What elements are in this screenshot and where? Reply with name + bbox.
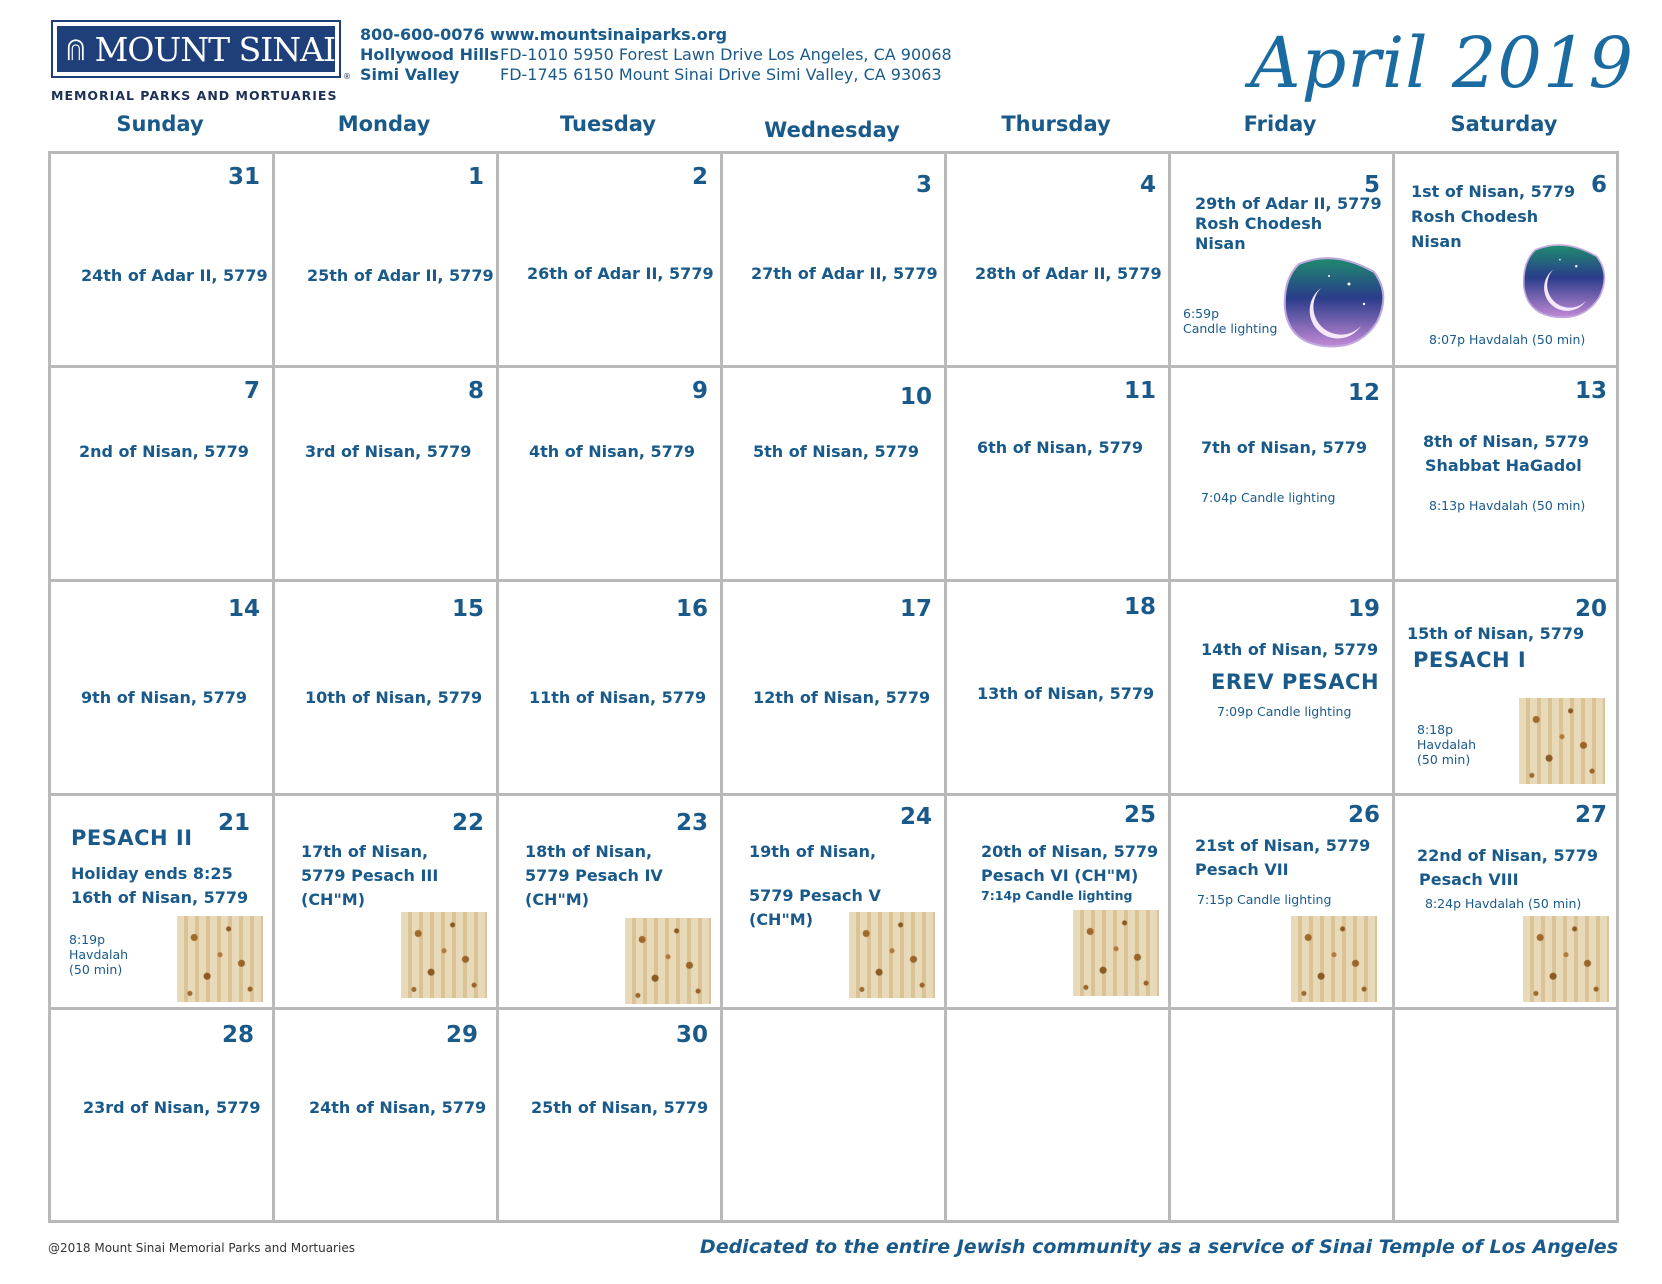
hebrew-date: 20th of Nisan, 5779 [981,842,1159,861]
holiday-line: Rosh Chodesh [1411,207,1539,226]
day-cell-19[interactable] [1171,582,1395,796]
day-cell-8[interactable] [275,368,499,582]
day-cell-20[interactable] [1395,582,1619,796]
day-number: 2 [691,164,708,190]
holiday-line: (CH"M) [525,890,590,909]
day-cell-28[interactable] [51,1010,275,1223]
candle-note: 7:09p Candle lighting [1217,704,1352,719]
weekday-tuesday: Tuesday [560,112,656,136]
day-number: 16 [675,596,708,622]
weekday-saturday: Saturday [1450,112,1558,136]
candle-note: 7:14p Candle lighting [981,888,1133,903]
day-cell-13[interactable] [1395,368,1619,582]
day-number: 22 [451,810,484,836]
matzah-image [625,918,711,1004]
day-cell-26[interactable] [1171,796,1395,1010]
hebrew-date: 9th of Nisan, 5779 [81,688,248,707]
day-cell-23[interactable] [499,796,723,1010]
weekday-friday: Friday [1243,112,1317,136]
day-number: 7 [243,378,260,404]
day-cell-21[interactable] [51,796,275,1010]
weekday-wednesday: Wednesday [764,118,900,142]
hebrew-date: 23rd of Nisan, 5779 [83,1098,261,1117]
day-number: 19 [1347,596,1380,622]
weekday-monday: Monday [337,112,431,136]
candle-time: 6:59p [1183,306,1220,321]
location-address-2: FD-1745 6150 Mount Sinai Drive Simi Valley, CA 93063 [500,65,942,84]
day-number: 15 [451,596,484,622]
matzah-image [1523,916,1609,1002]
day-number: 17 [899,596,932,622]
day-number: 20 [1574,596,1607,622]
location-name-1: Hollywood Hills [360,45,499,64]
day-number: 25 [1123,802,1156,828]
day-cell-5[interactable] [1171,154,1395,368]
logo-inner [57,26,335,72]
month-title [1250,22,1634,122]
hebrew-date: 1st of Nisan, 5779 [1411,182,1576,201]
holiday-end: Holiday ends 8:25 [71,864,233,883]
holiday-line: 5779 Pesach IV [525,866,663,885]
day-number: 6 [1590,172,1607,198]
holiday-line: Pesach VI (CH"M) [981,866,1139,885]
day-cell-12[interactable] [1171,368,1395,582]
hebrew-date: 22nd of Nisan, 5779 [1417,846,1598,865]
empty-cell [1171,1010,1395,1223]
hebrew-date: 15th of Nisan, 5779 [1407,624,1585,643]
holiday-line: Pesach VIII [1419,870,1519,889]
logo-registered-mark: ® [343,72,351,81]
hebrew-date: 10th of Nisan, 5779 [305,688,483,707]
hebrew-date: 8th of Nisan, 5779 [1423,432,1590,451]
day-number: 10 [899,384,932,410]
day-cell-2[interactable] [499,154,723,368]
day-cell-9[interactable] [499,368,723,582]
day-number: 9 [691,378,708,404]
location-name-2: Simi Valley [360,65,460,84]
hebrew-date: 3rd of Nisan, 5779 [305,442,472,461]
logo-subtitle: MEMORIAL PARKS AND MORTUARIES [51,88,338,103]
holiday-line: Shabbat HaGadol [1425,456,1582,475]
havdalah-time: 8:18p [1417,722,1454,737]
hebrew-date: 14th of Nisan, 5779 [1201,640,1379,659]
holiday-line: Nisan [1195,234,1246,253]
candle-note: 7:04p Candle lighting [1201,490,1336,505]
day-number: 21 [217,810,250,836]
hebrew-date: 19th of Nisan, [749,842,877,861]
day-cell-4[interactable] [947,154,1171,368]
havdalah-note: 8:13p Havdalah (50 min) [1429,498,1586,513]
logo [51,20,351,103]
logo-name: MOUNT SINAI [94,29,335,69]
dedication: Dedicated to the entire Jewish community as a service of Sinai Temple of Los Angeles [699,1236,1618,1258]
havdalah-duration: (50 min) [69,962,123,977]
havdalah-time: 8:19p [69,932,106,947]
hebrew-date: 21st of Nisan, 5779 [1195,836,1371,855]
arch-icon [67,30,85,68]
day-number: 11 [1123,378,1156,404]
holiday-line: (CH"M) [301,890,366,909]
day-number: 26 [1347,802,1380,828]
havdalah-note: 8:24p Havdalah (50 min) [1425,896,1582,911]
day-number: 12 [1347,380,1380,406]
day-number: 13 [1574,378,1607,404]
hebrew-date: 28th of Adar II, 5779 [975,264,1162,283]
day-cell-29[interactable] [275,1010,499,1223]
holiday-title: PESACH I [1413,648,1527,672]
day-number: 4 [1139,172,1156,198]
hebrew-date: 25th of Adar II, 5779 [307,266,494,285]
havdalah-duration: (50 min) [1417,752,1471,767]
calendar-grid [48,151,1619,1223]
contact-info [360,25,952,85]
day-number: 5 [1363,172,1380,198]
havdalah-label: Havdalah [1417,737,1477,752]
logo-box [51,20,341,78]
matzah-image [401,912,487,998]
hebrew-date: 24th of Adar II, 5779 [81,266,268,285]
hebrew-date: 16th of Nisan, 5779 [71,888,249,907]
hebrew-date: 11th of Nisan, 5779 [529,688,707,707]
hebrew-date: 6th of Nisan, 5779 [977,438,1144,457]
matzah-image [1519,698,1605,784]
hebrew-date: 4th of Nisan, 5779 [529,442,696,461]
new-moon-icon [1279,254,1389,350]
weekday-sunday: Sunday [116,112,204,136]
hebrew-date: 7th of Nisan, 5779 [1201,438,1368,457]
day-cell-6[interactable] [1395,154,1619,368]
empty-cell [947,1010,1171,1223]
day-number: 30 [675,1022,708,1048]
day-cell-11[interactable] [947,368,1171,582]
matzah-image [849,912,935,998]
holiday-line: Nisan [1411,232,1462,251]
day-cell-27[interactable] [1395,796,1619,1010]
matzah-image [1291,916,1377,1002]
hebrew-date: 13th of Nisan, 5779 [977,684,1155,703]
holiday-title: PESACH II [71,826,193,850]
weekday-thursday: Thursday [1001,112,1111,136]
location-address-1: FD-1010 5950 Forest Lawn Drive Los Angeles, CA 90068 [500,45,952,64]
day-number: 31 [227,164,260,190]
month-title-text: April 2019 [1250,22,1634,104]
hebrew-date: 5th of Nisan, 5779 [753,442,920,461]
matzah-image [177,916,263,1002]
day-cell-24[interactable] [723,796,947,1010]
hebrew-date: 26th of Adar II, 5779 [527,264,714,283]
day-cell-7[interactable] [51,368,275,582]
day-cell-10[interactable] [723,368,947,582]
holiday-line: 5779 Pesach III [301,866,439,885]
day-number: 14 [227,596,260,622]
holiday-line: Pesach VII [1195,860,1289,879]
havdalah-note: 8:07p Havdalah (50 min) [1429,332,1586,347]
hebrew-date: 2nd of Nisan, 5779 [79,442,249,461]
day-number: 1 [467,164,484,190]
hebrew-date: 18th of Nisan, [525,842,653,861]
day-number: 8 [467,378,484,404]
day-number: 24 [899,804,932,830]
holiday-line: Rosh Chodesh [1195,214,1323,233]
new-moon-icon [1519,240,1609,322]
copyright: @2018 Mount Sinai Memorial Parks and Mortuaries [48,1241,355,1255]
candle-note: Candle lighting [1183,321,1278,336]
phone-web: 800-600-0076 www.mountsinaiparks.org [360,25,728,44]
day-number: 27 [1574,802,1607,828]
day-number: 18 [1123,594,1156,620]
day-cell-22[interactable] [275,796,499,1010]
candle-note: 7:15p Candle lighting [1197,892,1332,907]
day-cell-1[interactable] [275,154,499,368]
matzah-image [1073,910,1159,996]
hebrew-date: 25th of Nisan, 5779 [531,1098,709,1117]
day-cell-17[interactable] [723,582,947,796]
day-number: 28 [221,1022,254,1048]
day-cell-15[interactable] [275,582,499,796]
day-number: 29 [445,1022,478,1048]
empty-cell [723,1010,947,1223]
hebrew-date: 17th of Nisan, [301,842,429,861]
day-cell-25[interactable] [947,796,1171,1010]
day-number: 3 [915,172,932,198]
hebrew-date: 24th of Nisan, 5779 [309,1098,487,1117]
day-cell-30[interactable] [499,1010,723,1223]
hebrew-date: 27th of Adar II, 5779 [751,264,938,283]
empty-cell [1395,1010,1619,1223]
hebrew-date: 12th of Nisan, 5779 [753,688,931,707]
havdalah-label: Havdalah [69,947,129,962]
day-cell-3[interactable] [723,154,947,368]
day-cell-18[interactable] [947,582,1171,796]
day-cell-16[interactable] [499,582,723,796]
day-number: 23 [675,810,708,836]
day-cell-31[interactable] [51,154,275,368]
holiday-line: 5779 Pesach V [749,886,881,905]
holiday-title: EREV PESACH [1211,670,1380,694]
hebrew-date: 29th of Adar II, 5779 [1195,194,1382,213]
day-cell-14[interactable] [51,582,275,796]
holiday-line: (CH"M) [749,910,814,929]
